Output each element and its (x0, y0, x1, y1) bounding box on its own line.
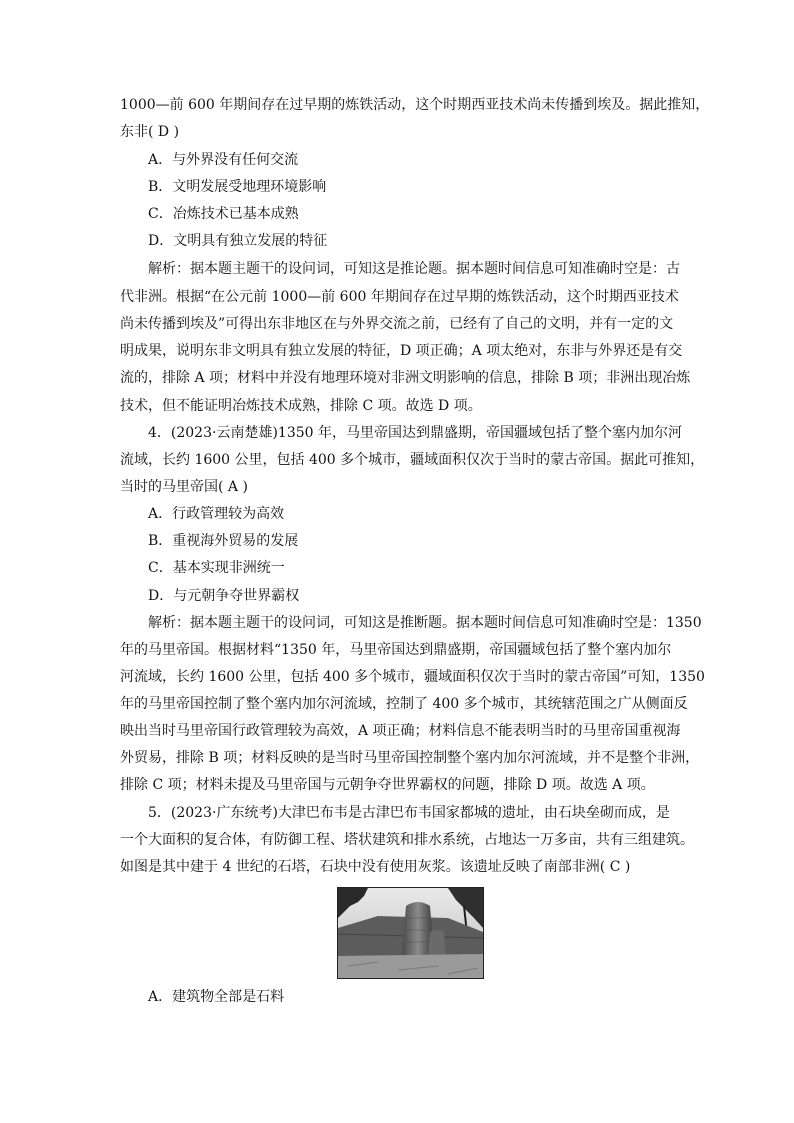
q4-stem-line-3: 当时的马里帝国( A ) (120, 479, 248, 495)
q5-stem-line-1: 5．(2023·广东统考)大津巴布韦是古津巴布韦国家都城的遗址，由石块垒砌而成，是 (148, 805, 670, 821)
q4-analysis-line-2: 年的马里帝国。根据材料“1350 年，马里帝国达到鼎盛期，帝国疆域包括了整个塞内加尔 (120, 642, 672, 658)
stone-tower-photo (337, 887, 484, 979)
q4-stem-line-2: 流域，长约 1600 公里，包括 400 多个城市，疆域面积仅次于当时的蒙古帝国。据此可推知， (120, 452, 705, 468)
q3-analysis-line-2: 代非洲。根据“在公元前 1000—前 600 年期间存在过早期的炼铁活动，这个时期西亚技术 (120, 289, 679, 305)
q4-analysis-line-6: 外贸易，排除 B 项；材料反映的是当时马里帝国控制整个塞内加尔河流域，并不是整个非洲， (120, 750, 700, 766)
stone-tower-illustration (338, 888, 483, 978)
q5-stem-line-2: 一个大面积的复合体，有防御工程、塔状建筑和排水系统，占地达一万多亩，共有三组建筑。 (120, 832, 694, 848)
q3-analysis-line-1: 解析：据本题主题干的设问词，可知这是推论题。据本题时间信息可知准确时空是：古 (148, 261, 680, 277)
q4-analysis-line-3: 河流域，长约 1600 公里，包括 400 多个城市，疆域面积仅次于当时的蒙古帝国”可知，1350 (120, 669, 705, 685)
q4-option-c: C．基本实现非洲统一 (148, 560, 285, 576)
q3-option-b: B．文明发展受地理环境影响 (148, 179, 327, 195)
q4-option-b: B．重视海外贸易的发展 (148, 533, 299, 549)
q4-option-d: D．与元朝争夺世界霸权 (148, 588, 300, 604)
q4-stem-line-1: 4．(2023·云南楚雄)1350 年，马里帝国达到鼎盛期，帝国疆域包括了整个塞内加尔河 (148, 425, 682, 441)
q5-stem-line-3: 如图是其中建于 4 世纪的石塔，石块中没有使用灰浆。该遗址反映了南部非洲( C ) (120, 859, 631, 875)
q3-analysis-line-6: 技术，但不能证明冶炼技术成熟，排除 C 项。故选 D 项。 (120, 398, 482, 414)
q3-analysis-line-4: 明成果，说明东非文明具有独立发展的特征，D 项正确；A 项太绝对，东非与外界还是有交 (120, 343, 683, 359)
q4-analysis-line-7: 排除 C 项；材料未提及马里帝国与元朝争夺世界霸权的问题，排除 D 项。故选 A 项。 (120, 777, 655, 793)
q4-analysis-line-1: 解析：据本题主题干的设问词，可知这是推断题。据本题时间信息可知准确时空是：1350 (148, 615, 702, 631)
q3-stem-line-2: 东非( D ) (120, 124, 180, 140)
q3-analysis-line-3: 尚未传播到埃及”可得出东非地区在与外界交流之前，已经有了自己的文明，并有一定的文 (120, 316, 674, 332)
q4-option-a: A．行政管理较为高效 (148, 506, 285, 522)
q3-option-a: A．与外界没有任何交流 (148, 152, 299, 168)
q5-option-a: A．建筑物全部是石料 (148, 989, 285, 1005)
q3-option-d: D．文明具有独立发展的特征 (148, 233, 328, 249)
q4-analysis-line-4: 年的马里帝国控制了整个塞内加尔河流域，控制了 400 多个城市，其统辖范围之广从侧面反 (120, 696, 688, 712)
q3-analysis-line-5: 流的，排除 A 项；材料中并没有地理环境对非洲文明影响的信息，排除 B 项；非洲出现冶炼 (120, 370, 691, 386)
q4-analysis-line-5: 映出当时马里帝国行政管理较为高效，A 项正确；材料信息不能表明当时的马里帝国重视海 (120, 723, 681, 739)
q3-stem-line-1: 1000—前 600 年期间存在过早期的炼铁活动，这个时期西亚技术尚未传播到埃及。据此推知， (120, 97, 710, 113)
q3-option-c: C．冶炼技术已基本成熟 (148, 206, 299, 222)
